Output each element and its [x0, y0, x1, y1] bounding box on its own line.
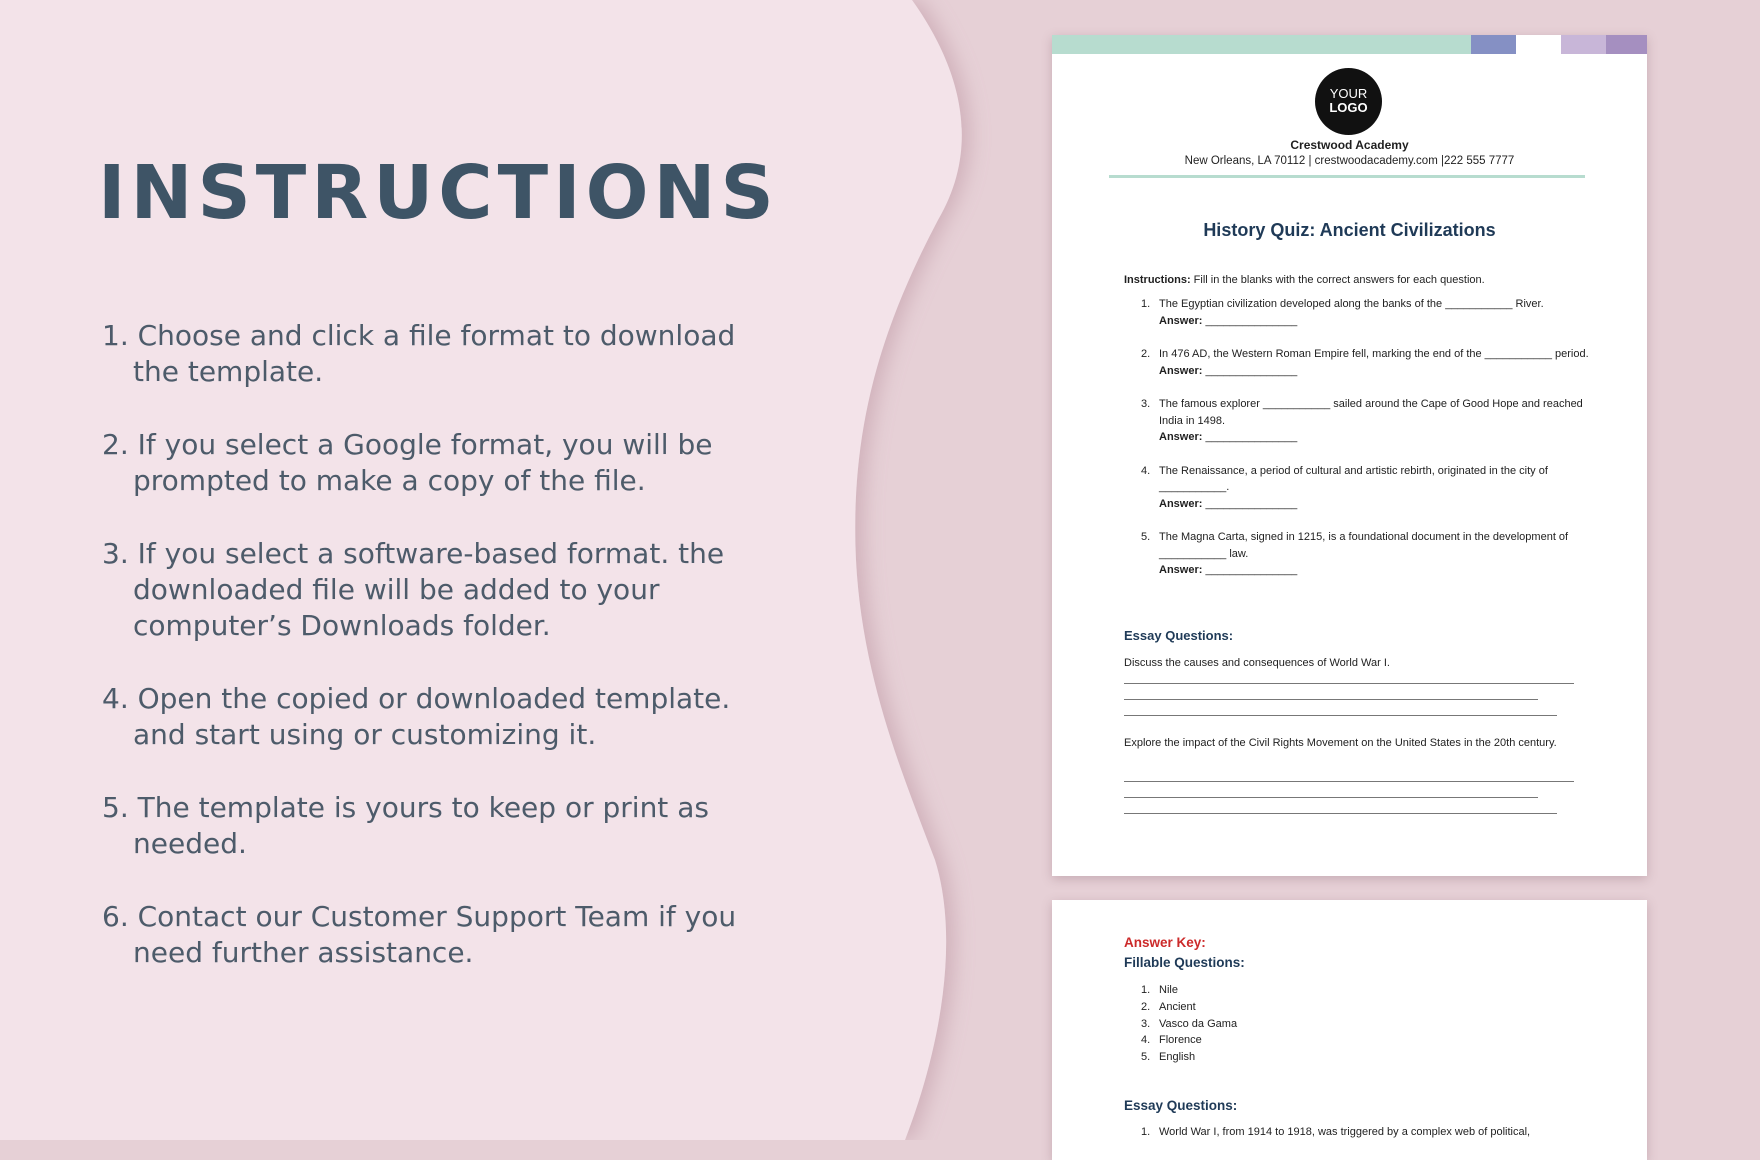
answer-text: English — [1159, 1051, 1196, 1064]
question-number: 1. — [1141, 298, 1151, 310]
answer-blank: _______________ — [1202, 314, 1298, 327]
answer-blank: _______________ — [1202, 564, 1298, 576]
answer-label: Answer: — [1159, 364, 1203, 377]
list-item — [1124, 1032, 1237, 1049]
list-item — [1124, 999, 1237, 1016]
question-number: 5. — [1141, 531, 1151, 543]
header-bar-lavender — [1561, 35, 1606, 54]
answer-key-essay-heading: Essay Questions: — [1124, 1098, 1238, 1113]
essay-line — [1124, 813, 1557, 814]
org-contact: New Orleans, LA 70112 | crestwoodacademy.com |222 555 7777 — [1184, 155, 1515, 167]
answer-text: Ancient — [1159, 1000, 1196, 1013]
instruction-steps — [102, 318, 742, 971]
logo-text-logo: LOGO — [1329, 100, 1368, 115]
answer-field — [1159, 313, 1594, 330]
answer-blank: _______________ — [1202, 497, 1298, 510]
answer-text: Nile — [1159, 984, 1178, 996]
list-item — [1124, 1016, 1237, 1033]
quiz-instructions-label: Instructions: — [1124, 274, 1191, 286]
instruction-step-4: 4. Open the copied or downloaded template. and start using or customizing it. — [102, 682, 731, 751]
list-item — [1124, 1049, 1237, 1066]
essay-question-2: Explore the impact of the Civil Rights Movement on the United States in the 20th century. — [1124, 737, 1557, 749]
question-number: 4. — [1141, 464, 1151, 477]
quiz-instructions-text: Fill in the blanks with the correct answers for each question. — [1190, 274, 1485, 286]
list-item — [1124, 982, 1237, 999]
essay-line — [1124, 781, 1574, 782]
answer-label: Answer: — [1159, 314, 1203, 327]
answer-blank: _______________ — [1202, 431, 1298, 443]
answer-number: 4. — [1141, 1034, 1151, 1047]
instruction-step-1: 1. Choose and click a file format to download the template. — [102, 319, 736, 388]
instruction-step-5: 5. The template is yours to keep or print as needed. — [102, 791, 709, 860]
instruction-step-6: 6. Contact our Customer Support Team if you need further assistance. — [102, 900, 737, 969]
org-name: Crestwood Academy — [1290, 138, 1409, 152]
answer-key-page — [1052, 900, 1647, 1160]
answer-number: 3. — [1141, 1017, 1151, 1030]
question-text: The Egyptian civilization developed along the banks of the ___________ River. — [1159, 298, 1544, 310]
question-text: The Renaissance, a period of cultural and artistic rebirth, originated in the city of ___________. — [1159, 464, 1548, 493]
instructions-title: INSTRUCTIONS — [98, 150, 779, 236]
fillable-questions-heading: Fillable Questions: — [1124, 955, 1245, 970]
question-item — [1124, 529, 1594, 579]
answer-number: 1. — [1141, 984, 1151, 996]
question-list — [1124, 296, 1594, 596]
answer-label: Answer: — [1159, 564, 1203, 576]
question-item — [1124, 463, 1594, 513]
header-bar-blue — [1471, 35, 1516, 54]
answer-text: Vasco da Gama — [1159, 1017, 1238, 1030]
answer-field — [1159, 496, 1594, 513]
essay-answer-text: World War I, from 1914 to 1918, was triggered by a complex web of political, — [1159, 1126, 1531, 1138]
essay-line — [1124, 715, 1557, 716]
essay-answer-number: 1. — [1141, 1126, 1151, 1138]
question-text: In 476 AD, the Western Roman Empire fell, marking the end of the ___________ period. — [1159, 348, 1589, 360]
logo-placeholder — [1315, 68, 1382, 135]
instruction-step-3: 3. If you select a software-based format. the downloaded file will be added to your computer’s Downloads folder. — [102, 537, 725, 642]
answer-field — [1159, 429, 1594, 446]
answer-key-heading: Answer Key: — [1124, 935, 1206, 950]
question-text: The famous explorer ___________ sailed around the Cape of Good Hope and reached India in 1498. — [1159, 398, 1583, 427]
quiz-instructions — [1124, 274, 1485, 286]
essay-heading: Essay Questions: — [1124, 628, 1234, 643]
answer-label: Answer: — [1159, 497, 1203, 510]
quiz-page — [1052, 35, 1647, 876]
essay-line — [1124, 683, 1574, 684]
answer-blank: _______________ — [1202, 364, 1298, 377]
essay-line — [1124, 699, 1538, 700]
answer-number: 2. — [1141, 1000, 1151, 1013]
answer-list — [1124, 982, 1237, 1066]
essay-answer-1 — [1124, 1126, 1594, 1138]
question-item — [1124, 396, 1594, 446]
question-number: 3. — [1141, 398, 1151, 410]
answer-label: Answer: — [1159, 431, 1203, 443]
question-number: 2. — [1141, 348, 1151, 360]
answer-field — [1159, 562, 1594, 579]
question-item — [1124, 346, 1594, 379]
instruction-step-2: 2. If you select a Google format, you will be prompted to make a copy of the file. — [102, 428, 713, 497]
essay-question-1: Discuss the causes and consequences of World War I. — [1124, 657, 1390, 669]
answer-text: Florence — [1159, 1034, 1202, 1047]
quiz-title: History Quiz: Ancient Civilizations — [1203, 220, 1496, 240]
question-text: The Magna Carta, signed in 1215, is a foundational document in the development of ___________ law. — [1159, 531, 1569, 560]
essay-line — [1124, 797, 1538, 798]
logo-text-your: YOUR — [1329, 86, 1368, 101]
answer-field — [1159, 363, 1594, 380]
header-divider — [1109, 175, 1585, 178]
header-bar-mint — [1052, 35, 1471, 54]
header-bar-purple — [1606, 35, 1647, 54]
answer-number: 5. — [1141, 1051, 1151, 1064]
question-item — [1124, 296, 1594, 329]
